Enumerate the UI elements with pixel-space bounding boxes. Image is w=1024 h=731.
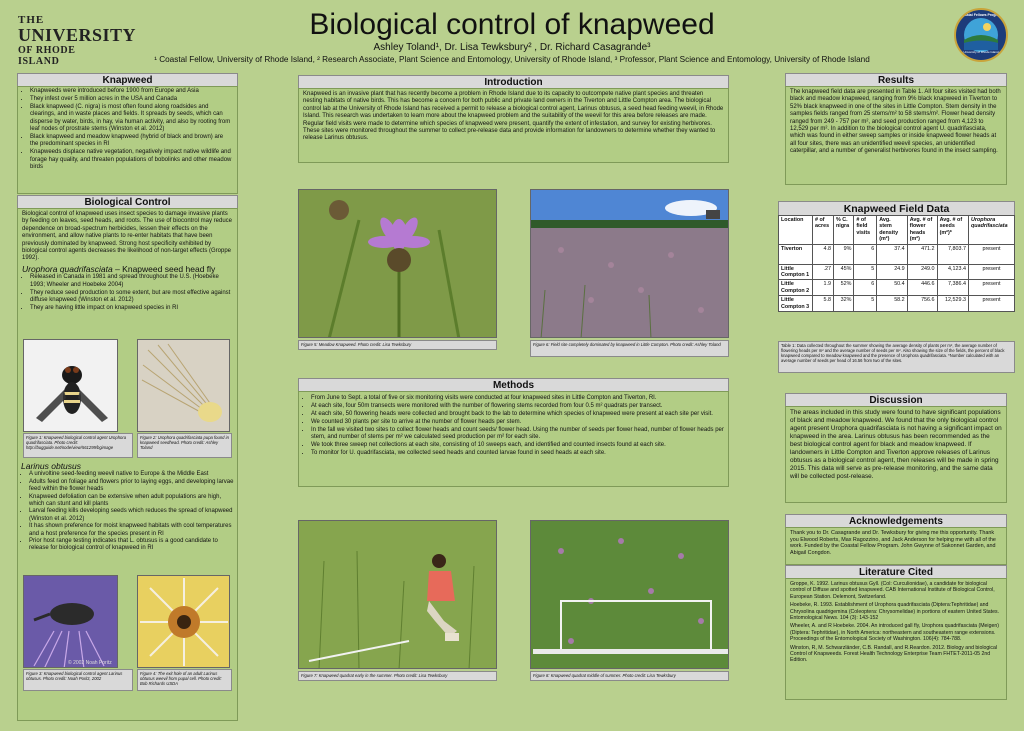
knapweed-heading: Knapweed [17, 73, 238, 88]
list-item: • We counted 30 plants per site to arrive at the number of flower heads per stem. [311, 419, 724, 426]
seal-label: Coastal Fellows Program [960, 13, 1002, 17]
list-item: • It has shown preference for moist knapweed habitats with cool temperatures and a host preference for the species present in RI [29, 523, 234, 538]
table-cell: Tiverton [779, 244, 813, 264]
methods-list [311, 395, 724, 457]
urophora-suffix: – Knapweed seed head fly [112, 263, 216, 274]
figure-6-caption: Figure 6: Field site completely dominated by knapweed in Little Compton. Photo credit: Ashley Toland [530, 340, 729, 357]
table-cell: 4.8 [813, 244, 834, 264]
table-cell: 1.9 [813, 280, 834, 296]
list-item: • We took three sweep net collections at each site, consisting of 10 sweeps each, and identified and counted insects found at each site. [311, 442, 724, 449]
figure-4-caption: Figure 4: The exit hole of an adult Larinus obtusus weevil from pupal cell. Photo credit: Bob Richards USDA [137, 669, 232, 691]
table-cell: 45% [833, 264, 853, 280]
figure-6-field-site-photo[interactable] [530, 189, 729, 338]
coastal-fellows-seal[interactable] [954, 8, 1008, 62]
table-cell: .27 [813, 264, 834, 280]
figure-4-exit-hole-photo[interactable] [137, 575, 230, 668]
table-row [779, 280, 1015, 296]
figure-7-quadrat-early-photo[interactable] [298, 520, 497, 669]
list-item: • Larval feeding kills developing seeds which reduces the spread of knapweed (Winston et al. 2012) [29, 508, 234, 523]
methods-section [298, 391, 729, 487]
table-cell: 7,803.7 [937, 244, 968, 264]
table-cell: present [969, 296, 1015, 312]
list-item: • Knapweeds displace native vegetation, negatively impact native wildlife and forage hay quality, and threaten populations of bobolinks and other meadow birds [30, 149, 233, 171]
methods-heading: Methods [298, 378, 729, 393]
discussion-text: The areas included in this study were found to have significant populations of black and meadow knapweed. We found that the only biological control agent present Urophora quadrifasciata is not having a significant impact on knapweed in the area. Larinus obtusus has been recommended as the best biological control agent for black and meadow knapweed. If landowners in Little Compton and Tiverton approve releases of Larinus obtusus as a biological control agent, then releases will be made in spring 2015. This data will serve as pre-release monitoring, and the same data will be collected post-release. [790, 409, 1002, 480]
figure-2-pupa-photo[interactable] [137, 339, 230, 432]
reference-item: Groppe, K. 1992. Larinus obtusus Gyll. (Col: Curculionidae), a candidate for biological control of Diffuse and spotted knapweed. CAB International Institute of Biological Control, European Station. Delemont, Switzerland. [790, 581, 995, 600]
urophora-heading [22, 263, 233, 274]
column-header: Avg. # of flower heads (m²) [907, 216, 937, 245]
reference-item: Wheeler, A. and R Hoebeke. 2004. An introduced gall fly, Urophora quadrifasciata (Meigen) (Diptera: Tephritidae), in North America: northeastern and southeastern range extensions. Proceedings of the Entomological Society of Washington. 106(4): 784-788. [790, 623, 999, 643]
fly-icon [24, 340, 118, 432]
table-row [779, 244, 1015, 264]
table-cell: present [969, 244, 1015, 264]
figure-1-fly-photo[interactable] [23, 339, 118, 432]
acknowledgements-section [785, 527, 1007, 565]
introduction-section [298, 88, 729, 163]
table-cell: present [969, 280, 1015, 296]
literature-section [785, 578, 1007, 700]
table-cell: Little Compton 1 [779, 264, 813, 280]
acknowledgements-text: Thank you to Dr. Casagrande and Dr. Tewksbury for giving me this opportunity. Thank you Elwood Roberts, Max Ragozzino, and Jack Anderson for helping me with all of the work. Funded by the Coastal Fellow Program. John Gwynne of Sakonnet Garden, and Abigail Congdon. [790, 530, 996, 556]
biocontrol-heading: Biological Control [17, 195, 238, 210]
table-cell: 7,386.4 [937, 280, 968, 296]
knapweed-section [17, 86, 238, 194]
quadrat-field-icon [531, 521, 729, 669]
figure-7-caption: Figure 7: Knapweed quadrat early in the summer. Photo credit: Lisa Tewksbury [298, 671, 497, 681]
introduction-heading: Introduction [298, 75, 729, 90]
results-text: The knapweed field data are presented in Table 1. All four sites visited had both black and meadow knapweed, ranging from 9% black knapweed in Tiverton to 52% black knapweed in one of the sites in Little Compton. Stem density in the samples fields ranged from 25 stems/m² to 58 stems/m². Flower head density ranged from 249 - 757 per m², and seed production ranged from 4,123 to 12,529 per m². In addition to the biological control agent U. quadrifasciata, which was found in either sweep samples or inside knapweed flower heads at all four sites, there was an unidentified weevil species, an unidentified caterpillar, and a number of generalist herbivores found in the insect sampling. [790, 89, 1001, 155]
list-item: • Released in Canada in 1981 and spread throughout the U.S. (Hoebeke 1993; Wheeler and Hoebeke 2004) [30, 274, 233, 289]
column-header: # of field visits [854, 216, 877, 245]
list-item: • Black knapweed and meadow knapweed (hybrid of black and brown) are the predominant species in RI [30, 134, 233, 149]
table-cell: 756.6 [907, 296, 937, 312]
list-item: • From June to Sept. a total of five or six monitoring visits were conducted at four knapweed sites in Little Compton and Tiverton, RI. [311, 395, 724, 402]
table-cell: 249.0 [907, 264, 937, 280]
figure-2-caption: Figure 2: Urophora quadrifasciata pupa found in knapweed seedhead. Photo credit: Ashley Toland [137, 433, 232, 458]
list-item: • In the fall we visited two sites to collect flower heads and count seeds/ flower head. Using the number of seeds per flower head, number of flower heads per stem, and number of stems per m² we calculated seed production per m² for each site. [311, 427, 724, 442]
larinus-list [29, 471, 234, 552]
logo-line1: THE [18, 14, 45, 26]
urophora-list [30, 274, 233, 312]
figure-1-caption: Figure 1: Knapweed biological control agent Urophora quadrifasciata. Photo credit: http://bugguide.net/node/view/561299/bgimage [23, 433, 133, 458]
logo-line2: UNIVERSITY [18, 25, 137, 45]
figure-5-meadow-knapweed-photo[interactable] [298, 189, 497, 338]
table-cell: 24.9 [877, 264, 907, 280]
table-header-row [779, 216, 1015, 245]
table-caption: Table 1: Data collected throughout the summer showing the average density of plants per m², the average number of flowering heads per m² and the average number of seeds per m². Also showing the size of the fields, the percent of black knapweed compared to meadow knapweed and the presence of Urophora quadrifasciata. *Number calculated with an average number of seeds per head of 16.56 from two of the sites. [778, 341, 1015, 373]
biocontrol-text: Biological control of knapweed uses insect species to damage invasive plants by feeding on leaves, seed heads, and roots. The use of biocontrol may reduce dependence on broad-spectrum herbicides, lessen their effects on the environment, and allow native plants to re-enter habitats that have been previously dominated by knapweed. Strong host specificity exhibited by biological control agents decreases the likelihood of non-target effects (Groppe 1992). [22, 211, 233, 262]
column-header: Urophora quadrifasciata [969, 216, 1015, 245]
table-cell: 471.2 [907, 244, 937, 264]
logo-line3: OF RHODE ISLAND [18, 45, 76, 67]
table-cell: 32% [833, 296, 853, 312]
list-item: • Prior host range testing indicates that L. obtusus is a good candidate to release for biological control of knapweed in RI [29, 538, 234, 553]
table-cell: 37.4 [877, 244, 907, 264]
table-cell: Little Compton 2 [779, 280, 813, 296]
list-item: • They reduce seed production to some extent, but are most effective against diffuse knapweed (Winston et al. 2012) [30, 290, 233, 305]
seal-graphic-icon [956, 10, 1008, 62]
table-cell: 446.6 [907, 280, 937, 296]
column-header: # of acres [813, 216, 834, 245]
list-item: • At each site, 50 flowering heads were collected and brought back to the lab to determine which species of knapweed were present at each site per visit. [311, 411, 724, 418]
table-row [779, 264, 1015, 280]
table-cell: present [969, 264, 1015, 280]
figure-8-caption: Figure 8: Knapweed quadrat middle of summer. Photo credit: Lisa Tewksbury [530, 671, 729, 681]
introduction-text: Knapweed is an invasive plant that has recently become a problem in Rhode Island due to its capacity to outcompete native plant species and threaten nesting habitats of native birds. This has become a concern for both public and private land owners in the Tiverton and Little Compton area. The biological control lab at the University of Rhode Island has received a permit to release a biological control agent, Larinus obtusus, a seed head feeding weevil, in Rhode Island. This research was undertaken to learn more about the knapweed problem and the suitability of the weevil for this area before releases are made. Regular field visits were made to determine which species of knapweed were present, quantify the extent of infestation, and survey for existing herbivores. These sites were monitored throughout the summer to collect pre-release data and provide information for landowners to determine whether they wanted to release Larinus obtusus. [303, 91, 724, 142]
field-data-table-wrap [778, 215, 1015, 312]
list-item: • They infest over 5 million acres in the USA and Canada [30, 96, 233, 103]
table-cell: 58.2 [877, 296, 907, 312]
discussion-heading: Discussion [785, 393, 1007, 408]
table-cell: Little Compton 3 [779, 296, 813, 312]
table-row [779, 296, 1015, 312]
table-cell: 52% [833, 280, 853, 296]
list-item: • At each site, four 50m transects were monitored with the number of flowering stems recorded from four 0.5 m² quadrats per transect. [311, 403, 724, 410]
weevil-icon [24, 576, 118, 668]
table-cell: 5.8 [813, 296, 834, 312]
list-item: • They are having little impact on knapweed species in RI [30, 305, 233, 312]
list-item: • Adults feed on foliage and flowers prior to laying eggs, and developing larvae feed within the flower heads [29, 479, 234, 494]
field-landscape-icon [531, 190, 729, 338]
column-header: Avg. stem density (m²) [877, 216, 907, 245]
table-cell: 50.4 [877, 280, 907, 296]
affiliations: ¹ Coastal Fellow, University of Rhode Island, ² Research Associate, Plant Science and Entomology, University of Rhode Island, ³ Professor, Plant Science and Entomology, University of Rhode Island [154, 55, 870, 64]
discussion-section [785, 406, 1007, 503]
list-item: • To monitor for U. quadrifasciata, we collected seed heads and counted larvae found in seed heads at each site. [311, 450, 724, 457]
larinus-block [17, 460, 238, 554]
knapweed-list [30, 88, 233, 171]
list-item: • A univoltine seed-feeding weevil native to Europe & the Middle East [29, 471, 234, 478]
page-title: Biological control of knapweed [309, 8, 715, 41]
results-heading: Results [785, 73, 1007, 88]
column-header: Avg. # of seeds (m²)* [937, 216, 968, 245]
seal-footer: University of Rhode Island [963, 50, 999, 54]
knapweed-flower-icon [299, 190, 497, 338]
list-item: • Knapweeds were introduced before 1900 from Europe and Asia [30, 88, 233, 95]
column-header: % C. nigra [833, 216, 853, 245]
larinus-title: Larinus obtusus [21, 461, 82, 471]
pupa-icon [138, 340, 230, 432]
field-data-table [778, 215, 1015, 312]
column-header: Location [779, 216, 813, 245]
acknowledgements-heading: Acknowledgements [785, 514, 1007, 529]
table-cell: 9% [833, 244, 853, 264]
figure-3-caption: Figure 3: Knapweed biological control agent Larinus obtusus. Photo credit: Noah Poritz, 2002 [23, 669, 133, 691]
urophora-title: Urophora quadrifasciata [22, 263, 113, 274]
list-item: • Black knapweed (C. nigra) is most often found along roadsides and clearings, and in waste places and fields. It spreads by seeds, which can disperse by water, birds, in hay, via human activity, and also by rooting from leaf nodes of prostrate stems (Winston et al. 2012) [30, 104, 233, 134]
reference-item: Winston, R, M. Schwarzländer, C.B. Randall, and R.Reardon. 2012. Biology and biological Control of Knapweeds. Forest Health Technology Enterprise Team FHTET-2011-05 2nd Edition. [790, 644, 998, 664]
list-item: • Knapweed defoliation can be extensive when adult populations are high, which can stunt and kill plants [29, 494, 234, 509]
table-cell: 6 [854, 280, 877, 296]
figure-5-caption: Figure 5: Meadow Knapweed. Photo credit: Lisa Tewksbury [298, 340, 497, 350]
figure-3-weevil-photo[interactable] [23, 575, 118, 668]
table-cell: 5 [854, 264, 877, 280]
literature-heading: Literature Cited [785, 565, 1007, 580]
authors: Ashley Toland¹, Dr. Lisa Tewksbury² , Dr. Richard Casagrande³ [373, 42, 651, 53]
seedhead-icon [138, 576, 230, 668]
figure-8-quadrat-midsummer-photo[interactable] [530, 520, 729, 669]
table-cell: 12,529.3 [937, 296, 968, 312]
quadrat-person-icon [299, 521, 497, 669]
table-heading: Knapweed Field Data [778, 201, 1015, 216]
results-section [785, 86, 1007, 185]
table-cell: 4,123.4 [937, 264, 968, 280]
reference-item: Hoebeke, R. 1993. Establishment of Urophora quadrifasciata (Diptera:Tephritidae) and Chrysolina quadrigemina (Coleoptera: Chrysomelidae) in portions of eastern United States. Entomological News. 104 (3): 143-152 [790, 602, 1000, 622]
figure-3-watermark: © 2002 Noah Poritz [68, 660, 112, 666]
table-cell: 6 [854, 244, 877, 264]
table-cell: 5 [854, 296, 877, 312]
